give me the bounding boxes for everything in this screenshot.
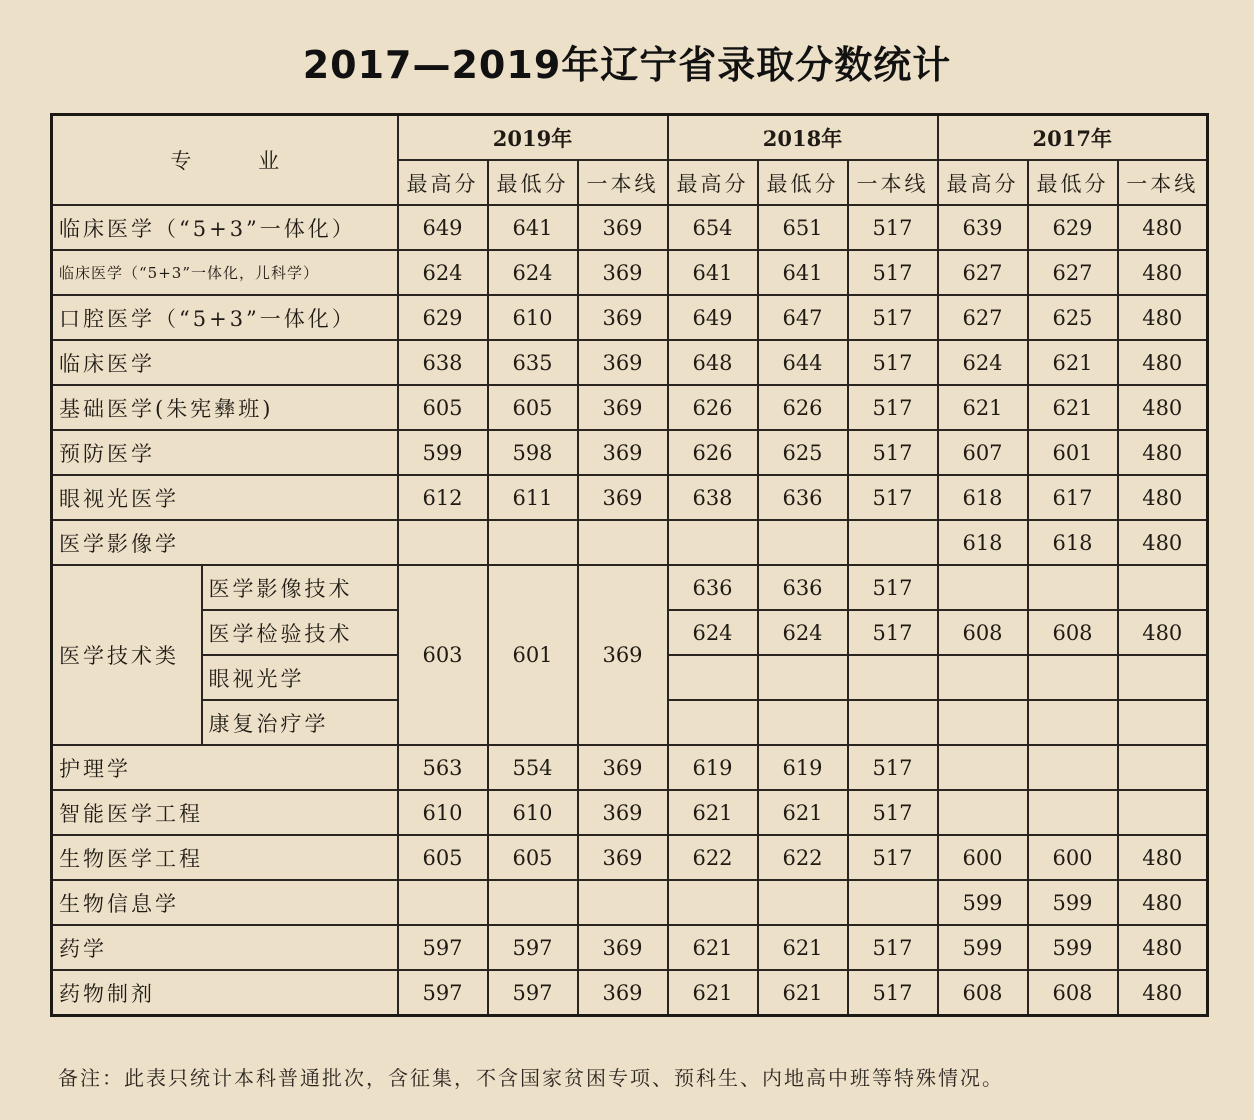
score-cell-merged: 601 <box>488 565 578 745</box>
score-cell: 629 <box>398 295 488 340</box>
score-cell: 621 <box>938 385 1028 430</box>
score-cell: 369 <box>578 250 668 295</box>
score-cell: 626 <box>668 430 758 475</box>
score-cell: 621 <box>758 790 848 835</box>
score-cell: 626 <box>758 385 848 430</box>
score-cell: 517 <box>848 745 938 790</box>
score-cell: 638 <box>398 340 488 385</box>
score-cell: 625 <box>758 430 848 475</box>
score-cell: 597 <box>398 970 488 1016</box>
score-cell: 517 <box>848 250 938 295</box>
year-header-2018: 2018年 <box>668 115 938 161</box>
score-cell: 621 <box>758 925 848 970</box>
score-cell: 599 <box>938 880 1028 925</box>
score-cell: 517 <box>848 430 938 475</box>
score-cell: 647 <box>758 295 848 340</box>
major-name-cell: 医学影像学 <box>52 520 398 565</box>
score-cell: 369 <box>578 925 668 970</box>
score-cell: 626 <box>668 385 758 430</box>
major-name-cell: 智能医学工程 <box>52 790 398 835</box>
score-cell: 622 <box>668 835 758 880</box>
major-name-cell: 临床医学（“5+3”一体化） <box>52 205 398 250</box>
score-cell: 624 <box>938 340 1028 385</box>
score-cell: 517 <box>848 565 938 610</box>
major-name-cell: 生物医学工程 <box>52 835 398 880</box>
score-cell <box>848 700 938 745</box>
score-cell: 601 <box>1028 430 1118 475</box>
table-row <box>52 835 1208 880</box>
score-cell: 563 <box>398 745 488 790</box>
score-cell: 621 <box>1028 340 1118 385</box>
score-cell: 624 <box>668 610 758 655</box>
score-cell <box>1118 565 1208 610</box>
min-score-header: 最低分 <box>758 160 848 205</box>
major-name-cell: 临床医学 <box>52 340 398 385</box>
table-row <box>52 295 1208 340</box>
score-cell: 517 <box>848 205 938 250</box>
min-score-header: 最低分 <box>1028 160 1118 205</box>
score-cell <box>938 700 1028 745</box>
score-cell: 480 <box>1118 835 1208 880</box>
sub-major-name-cell: 医学影像技术 <box>202 565 398 610</box>
score-cell-merged: 369 <box>578 565 668 745</box>
score-cell: 480 <box>1118 880 1208 925</box>
year-header-2019: 2019年 <box>398 115 668 161</box>
score-cell: 618 <box>938 520 1028 565</box>
score-cell: 621 <box>668 970 758 1016</box>
score-cell <box>488 520 578 565</box>
score-cell: 480 <box>1118 205 1208 250</box>
score-cell-merged: 603 <box>398 565 488 745</box>
score-cell <box>1028 655 1118 700</box>
score-cell: 517 <box>848 385 938 430</box>
score-cell: 624 <box>758 610 848 655</box>
score-cell: 639 <box>938 205 1028 250</box>
score-cell: 480 <box>1118 925 1208 970</box>
score-cell: 480 <box>1118 520 1208 565</box>
table-row <box>52 790 1208 835</box>
score-cell: 608 <box>1028 610 1118 655</box>
score-cell: 627 <box>938 295 1028 340</box>
table-row <box>52 745 1208 790</box>
score-cell <box>1028 745 1118 790</box>
score-cell: 517 <box>848 835 938 880</box>
score-cell: 599 <box>1028 925 1118 970</box>
major-name-cell: 药物制剂 <box>52 970 398 1016</box>
score-cell: 480 <box>1118 340 1208 385</box>
score-cell: 619 <box>758 745 848 790</box>
major-name-cell: 药学 <box>52 925 398 970</box>
score-cell: 369 <box>578 790 668 835</box>
major-name-cell: 临床医学（“5+3”一体化，儿科学） <box>52 250 398 295</box>
score-cell: 480 <box>1118 475 1208 520</box>
score-cell: 612 <box>398 475 488 520</box>
year-header-2017: 2017年 <box>938 115 1208 161</box>
major-name-cell: 预防医学 <box>52 430 398 475</box>
score-cell <box>1028 790 1118 835</box>
tier1-line-header: 一本线 <box>578 160 668 205</box>
score-cell: 618 <box>938 475 1028 520</box>
major-column-header: 专 业 <box>52 115 398 206</box>
score-cell: 619 <box>668 745 758 790</box>
score-cell: 369 <box>578 205 668 250</box>
score-cell <box>1118 790 1208 835</box>
score-cell: 649 <box>668 295 758 340</box>
score-cell: 649 <box>398 205 488 250</box>
major-name-cell: 口腔医学（“5+3”一体化） <box>52 295 398 340</box>
score-cell <box>938 655 1028 700</box>
score-cell: 610 <box>488 295 578 340</box>
score-cell <box>1028 700 1118 745</box>
table-row <box>52 430 1208 475</box>
score-cell: 635 <box>488 340 578 385</box>
table-row <box>52 250 1208 295</box>
score-cell <box>668 880 758 925</box>
score-cell: 600 <box>1028 835 1118 880</box>
score-cell: 517 <box>848 475 938 520</box>
score-cell: 369 <box>578 295 668 340</box>
tier1-line-header: 一本线 <box>848 160 938 205</box>
header-row-years <box>52 115 1208 161</box>
score-cell: 636 <box>758 475 848 520</box>
table-row <box>52 880 1208 925</box>
table-row <box>52 385 1208 430</box>
score-cell: 600 <box>938 835 1028 880</box>
score-cell <box>758 700 848 745</box>
score-cell: 605 <box>398 835 488 880</box>
score-cell: 517 <box>848 970 938 1016</box>
score-cell: 517 <box>848 295 938 340</box>
score-cell: 369 <box>578 475 668 520</box>
major-name-cell: 基础医学(朱宪彝班) <box>52 385 398 430</box>
score-cell: 480 <box>1118 385 1208 430</box>
score-cell <box>758 655 848 700</box>
table-row <box>52 925 1208 970</box>
score-cell <box>488 880 578 925</box>
score-cell: 648 <box>668 340 758 385</box>
score-cell: 610 <box>488 790 578 835</box>
score-cell <box>758 880 848 925</box>
sub-major-name-cell: 医学检验技术 <box>202 610 398 655</box>
score-cell: 599 <box>1028 880 1118 925</box>
max-score-header: 最高分 <box>668 160 758 205</box>
score-cell: 369 <box>578 745 668 790</box>
score-cell: 625 <box>1028 295 1118 340</box>
score-cell: 517 <box>848 790 938 835</box>
score-cell <box>1118 655 1208 700</box>
footnote: 备注：此表只统计本科普通批次，含征集，不含国家贫困专项、预科生、内地高中班等特殊情况。 <box>58 1066 1004 1090</box>
score-cell: 597 <box>398 925 488 970</box>
table-row <box>52 205 1208 250</box>
score-cell <box>668 700 758 745</box>
max-score-header: 最高分 <box>938 160 1028 205</box>
major-group-name-cell: 医学技术类 <box>52 565 202 745</box>
score-cell: 598 <box>488 430 578 475</box>
score-cell: 611 <box>488 475 578 520</box>
table-row <box>52 520 1208 565</box>
score-cell <box>758 520 848 565</box>
score-cell: 621 <box>1028 385 1118 430</box>
score-cell: 621 <box>668 790 758 835</box>
score-cell <box>848 655 938 700</box>
max-score-header: 最高分 <box>398 160 488 205</box>
score-cell <box>938 745 1028 790</box>
score-cell: 641 <box>488 205 578 250</box>
table-row <box>52 475 1208 520</box>
score-cell: 636 <box>758 565 848 610</box>
score-cell: 605 <box>398 385 488 430</box>
table-row <box>52 565 1208 610</box>
sub-major-name-cell: 康复治疗学 <box>202 700 398 745</box>
score-cell <box>578 880 668 925</box>
score-cell: 607 <box>938 430 1028 475</box>
score-cell: 608 <box>938 610 1028 655</box>
sub-major-name-cell: 眼视光学 <box>202 655 398 700</box>
score-cell <box>938 565 1028 610</box>
score-cell: 622 <box>758 835 848 880</box>
score-cell: 480 <box>1118 250 1208 295</box>
score-cell: 605 <box>488 835 578 880</box>
score-cell: 369 <box>578 430 668 475</box>
score-cell: 654 <box>668 205 758 250</box>
page-title: 2017—2019年辽宁省录取分数统计 <box>302 43 952 87</box>
score-cell: 618 <box>1028 520 1118 565</box>
score-cell: 624 <box>488 250 578 295</box>
score-cell: 608 <box>1028 970 1118 1016</box>
major-name-cell: 护理学 <box>52 745 398 790</box>
score-cell <box>938 790 1028 835</box>
score-cell: 651 <box>758 205 848 250</box>
score-cell: 621 <box>668 925 758 970</box>
major-name-cell: 眼视光医学 <box>52 475 398 520</box>
score-cell: 597 <box>488 925 578 970</box>
major-name-cell: 生物信息学 <box>52 880 398 925</box>
score-cell: 597 <box>488 970 578 1016</box>
score-cell: 517 <box>848 340 938 385</box>
score-cell: 480 <box>1118 295 1208 340</box>
score-cell: 641 <box>668 250 758 295</box>
score-cell: 641 <box>758 250 848 295</box>
score-cell <box>668 520 758 565</box>
score-cell: 599 <box>938 925 1028 970</box>
score-cell: 636 <box>668 565 758 610</box>
score-cell: 621 <box>758 970 848 1016</box>
score-cell: 610 <box>398 790 488 835</box>
score-cell <box>398 520 488 565</box>
score-cell: 480 <box>1118 970 1208 1016</box>
score-cell: 480 <box>1118 610 1208 655</box>
table-row <box>52 970 1208 1016</box>
score-cell <box>668 655 758 700</box>
score-cell: 624 <box>398 250 488 295</box>
score-cell: 369 <box>578 340 668 385</box>
score-cell <box>578 520 668 565</box>
min-score-header: 最低分 <box>488 160 578 205</box>
score-cell: 369 <box>578 835 668 880</box>
score-cell: 627 <box>938 250 1028 295</box>
score-cell: 638 <box>668 475 758 520</box>
score-cell: 369 <box>578 385 668 430</box>
score-cell: 517 <box>848 610 938 655</box>
score-cell: 605 <box>488 385 578 430</box>
score-cell <box>848 880 938 925</box>
score-cell: 617 <box>1028 475 1118 520</box>
score-cell: 554 <box>488 745 578 790</box>
score-cell <box>848 520 938 565</box>
score-cell: 369 <box>578 970 668 1016</box>
table-row <box>52 340 1208 385</box>
tier1-line-header: 一本线 <box>1118 160 1208 205</box>
score-cell: 644 <box>758 340 848 385</box>
score-cell: 627 <box>1028 250 1118 295</box>
score-cell <box>1118 745 1208 790</box>
score-cell: 517 <box>848 925 938 970</box>
score-cell: 480 <box>1118 430 1208 475</box>
score-cell <box>1028 565 1118 610</box>
score-cell: 599 <box>398 430 488 475</box>
score-cell: 608 <box>938 970 1028 1016</box>
score-cell <box>398 880 488 925</box>
score-table <box>50 113 1209 1017</box>
score-cell <box>1118 700 1208 745</box>
score-cell: 629 <box>1028 205 1118 250</box>
